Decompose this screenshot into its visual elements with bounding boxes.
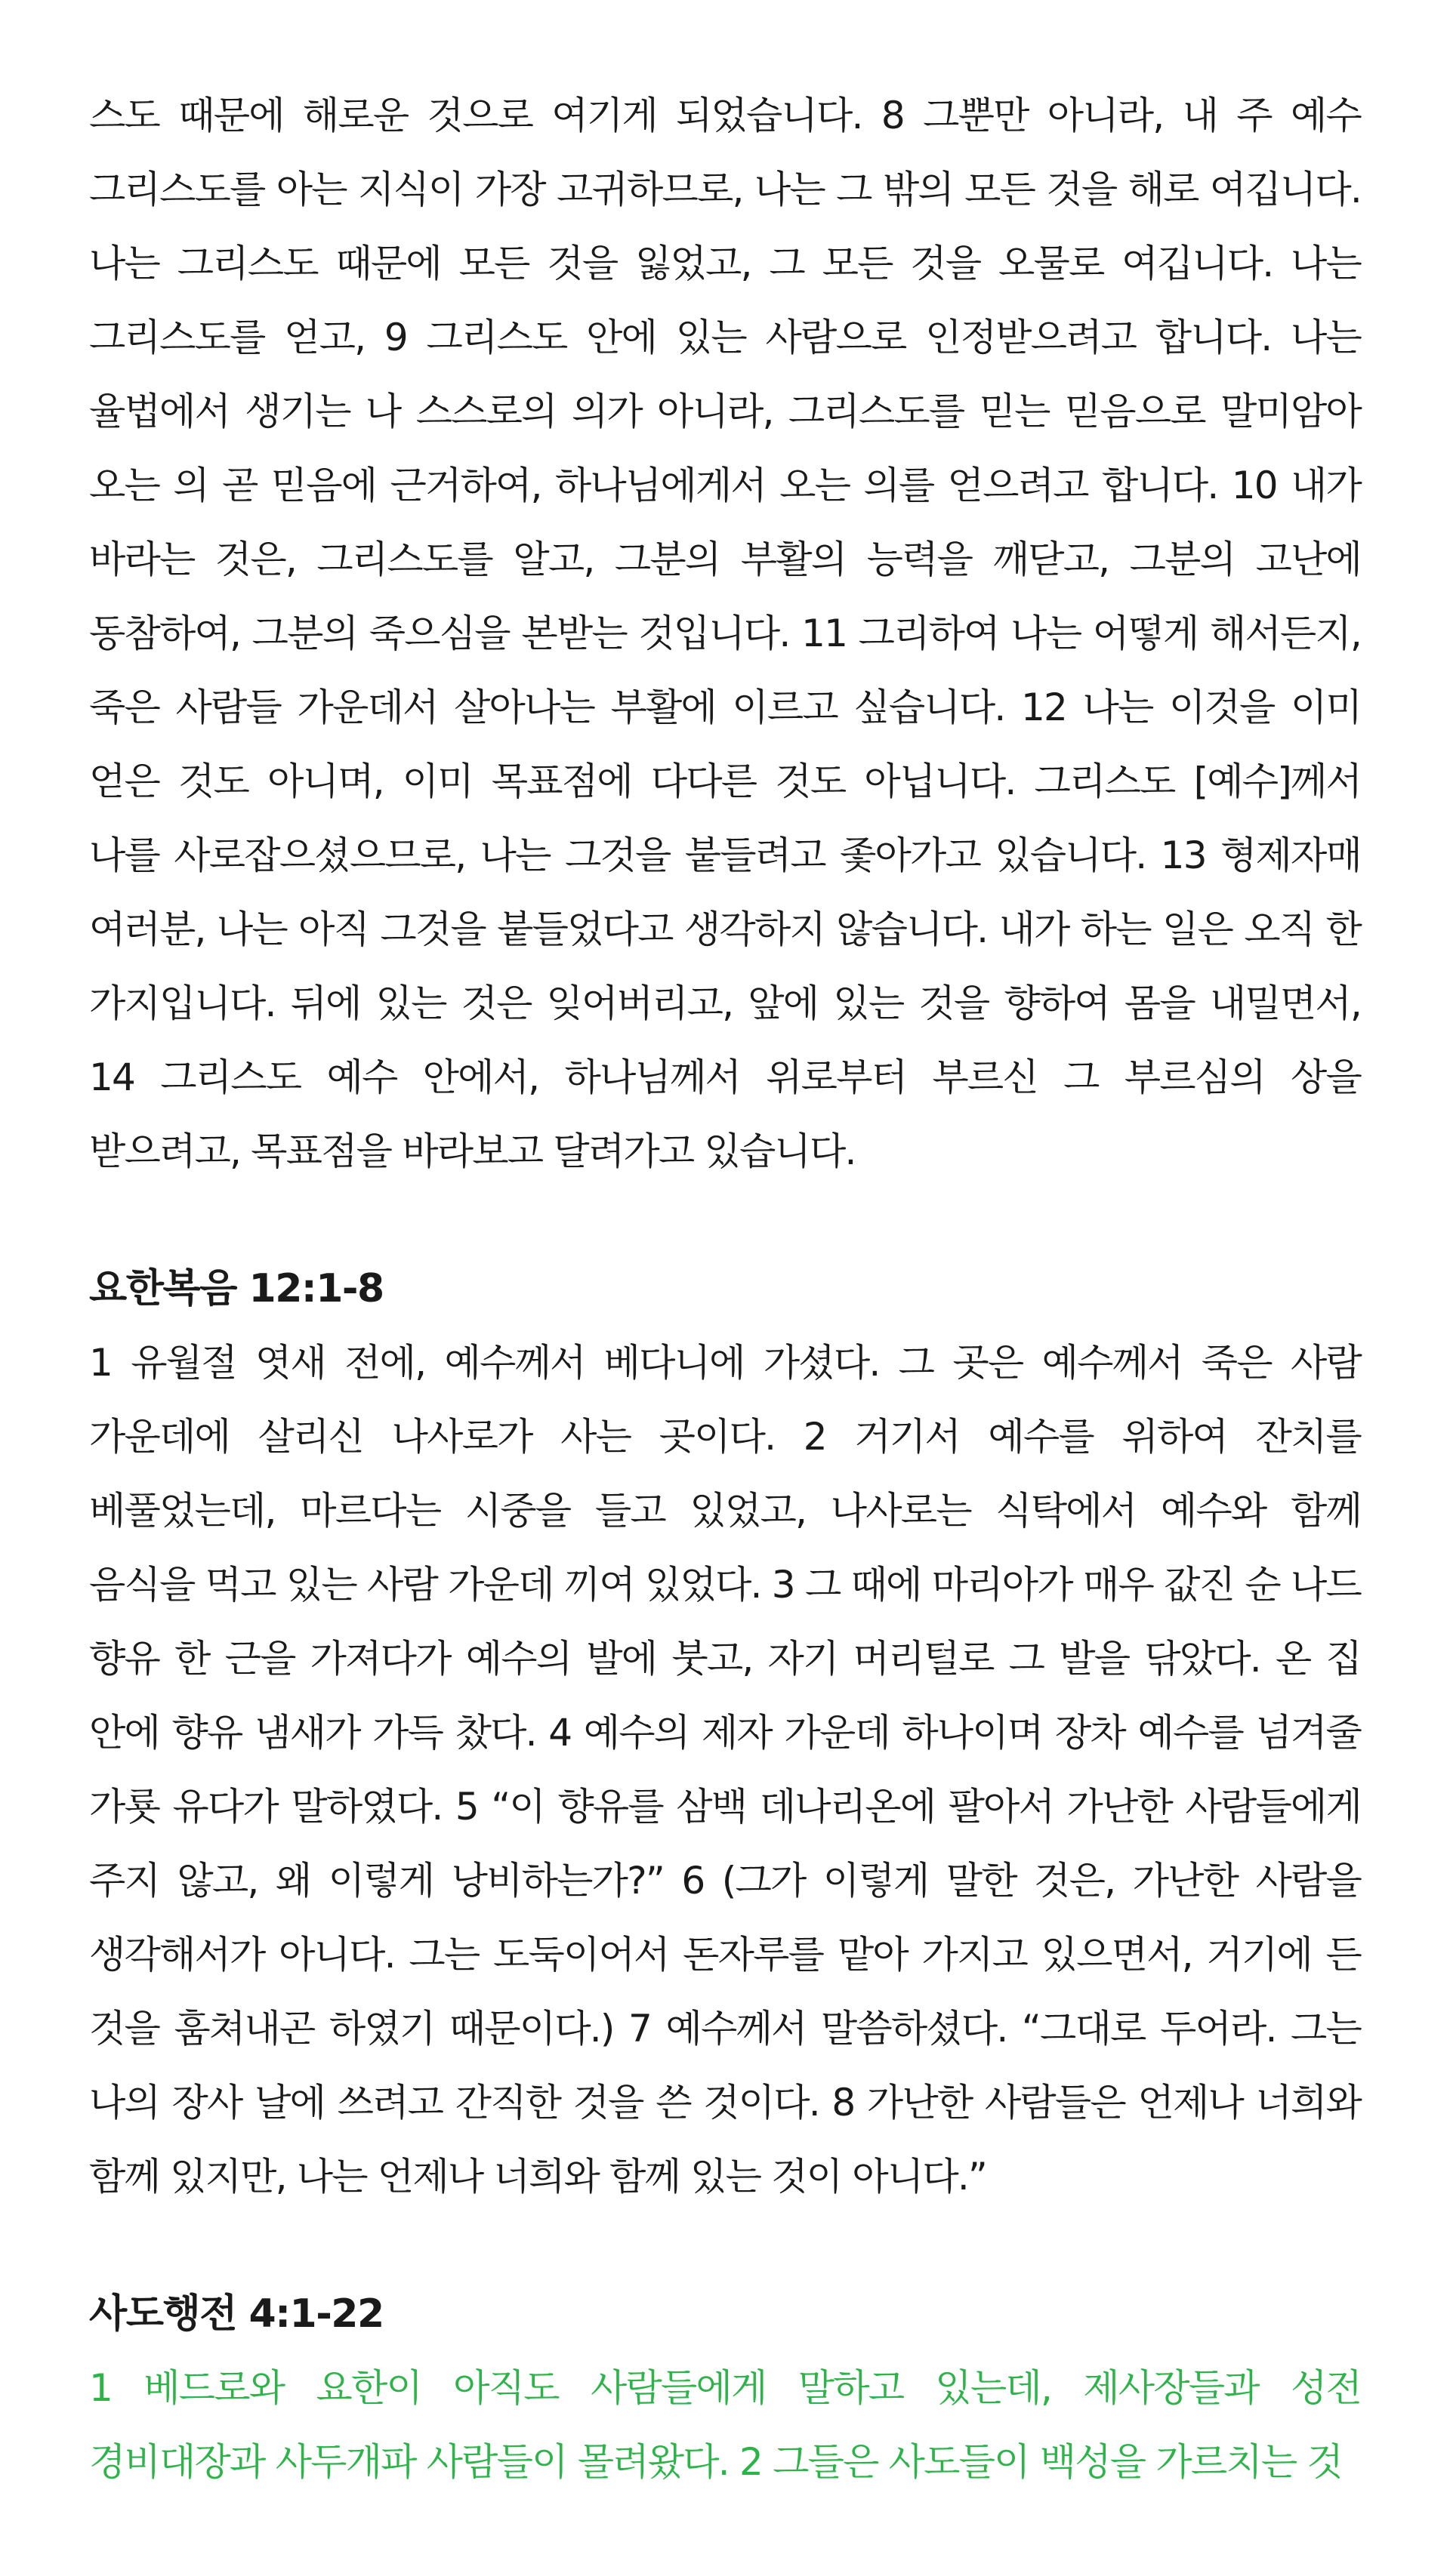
- passage-text: 1 유월절 엿새 전에, 예수께서 베다니에 가셨다. 그 곳은 예수께서 죽은 사람 가운데에 살리신 나사로가 사는 곳이다. 2 거기서 예수를 위하여 잔치를 베풀었는데, 마르다는 시중을 들고 있었고, 나사로는 식탁에서 예수와 함께 음식을 먹고 있는 사람 가운데 끼여 있었다. 3 그 때에 마리아가 매우 값진 순 나드 향유 한 근을 가져다가 예수의 발에 붓고, 자기 머리털로 그 발을 닦았다. 온 집 안에 향유 냄새가 가득 찼다. 4 예수의 제자 가운데 하나이며 장차 예수를 넘겨줄 가룟 유다가 말하였다. 5 “이 향유를 삼백 데나리온에 팔아서 가난한 사람들에게 주지 않고, 왜 이렇게 낭비하는가?” 6 (그가 이렇게 말한 것은, 가난한 사람을 생각해서가 아니다. 그는 도둑이어서 돈자루를 맡아 가지고 있으면서, 거기에 든 것을 훔쳐내곤 하였기 때문이다.) 7 예수께서 말씀하셨다. “그대로 두어라. 그는 나의 장사 날에 쓰려고 간직한 것을 쓴 것이다. 8 가난한 사람들은 언제나 너희와 함께 있지만, 나는 언제나 너희와 함께 있는 것이 아니다.”: [89, 1341, 1361, 2199]
- passage-acts-4: [89, 2277, 1361, 2499]
- passage-heading: 요한복음 12:1-8: [89, 1266, 384, 1311]
- passage-john-12: [89, 1252, 1361, 2214]
- passage-heading: 사도행전 4:1-22: [89, 2291, 384, 2337]
- passage-philippians-continuation: [89, 79, 1361, 1188]
- passage-text-highlighted: 1 베드로와 요한이 아직도 사람들에게 말하고 있는데, 제사장들과 성전 경비대장과 사두개파 사람들이 몰려왔다. 2 그들은 사도들이 백성을 가르치는 것: [89, 2366, 1361, 2484]
- passage-text: 스도 때문에 해로운 것으로 여기게 되었습니다. 8 그뿐만 아니라, 내 주 예수 그리스도를 아는 지식이 가장 고귀하므로, 나는 그 밖의 모든 것을 해로 여깁니다. 나는 그리스도 때문에 모든 것을 잃었고, 그 모든 것을 오물로 여깁니다. 나는 그리스도를 얻고, 9 그리스도 안에 있는 사람으로 인정받으려고 합니다. 나는 율법에서 생기는 나 스스로의 의가 아니라, 그리스도를 믿는 믿음으로 말미암아 오는 의 곧 믿음에 근거하여, 하나님에게서 오는 의를 얻으려고 합니다. 10 내가 바라는 것은, 그리스도를 알고, 그분의 부활의 능력을 깨닫고, 그분의 고난에 동참하여, 그분의 죽으심을 본받는 것입니다. 11 그리하여 나는 어떻게 해서든지, 죽은 사람들 가운데서 살아나는 부활에 이르고 싶습니다. 12 나는 이것을 이미 얻은 것도 아니며, 이미 목표점에 다다른 것도 아닙니다. 그리스도 [예수]께서 나를 사로잡으셨으므로, 나는 그것을 붙들려고 좇아가고 있습니다. 13 형제자매 여러분, 나는 아직 그것을 붙들었다고 생각하지 않습니다. 내가 하는 일은 오직 한 가지입니다. 뒤에 있는 것은 잊어버리고, 앞에 있는 것을 향하여 몸을 내밀면서, 14 그리스도 예수 안에서, 하나님께서 위로부터 부르신 그 부르심의 상을 받으려고, 목표점을 바라보고 달려가고 있습니다.: [89, 94, 1361, 1173]
